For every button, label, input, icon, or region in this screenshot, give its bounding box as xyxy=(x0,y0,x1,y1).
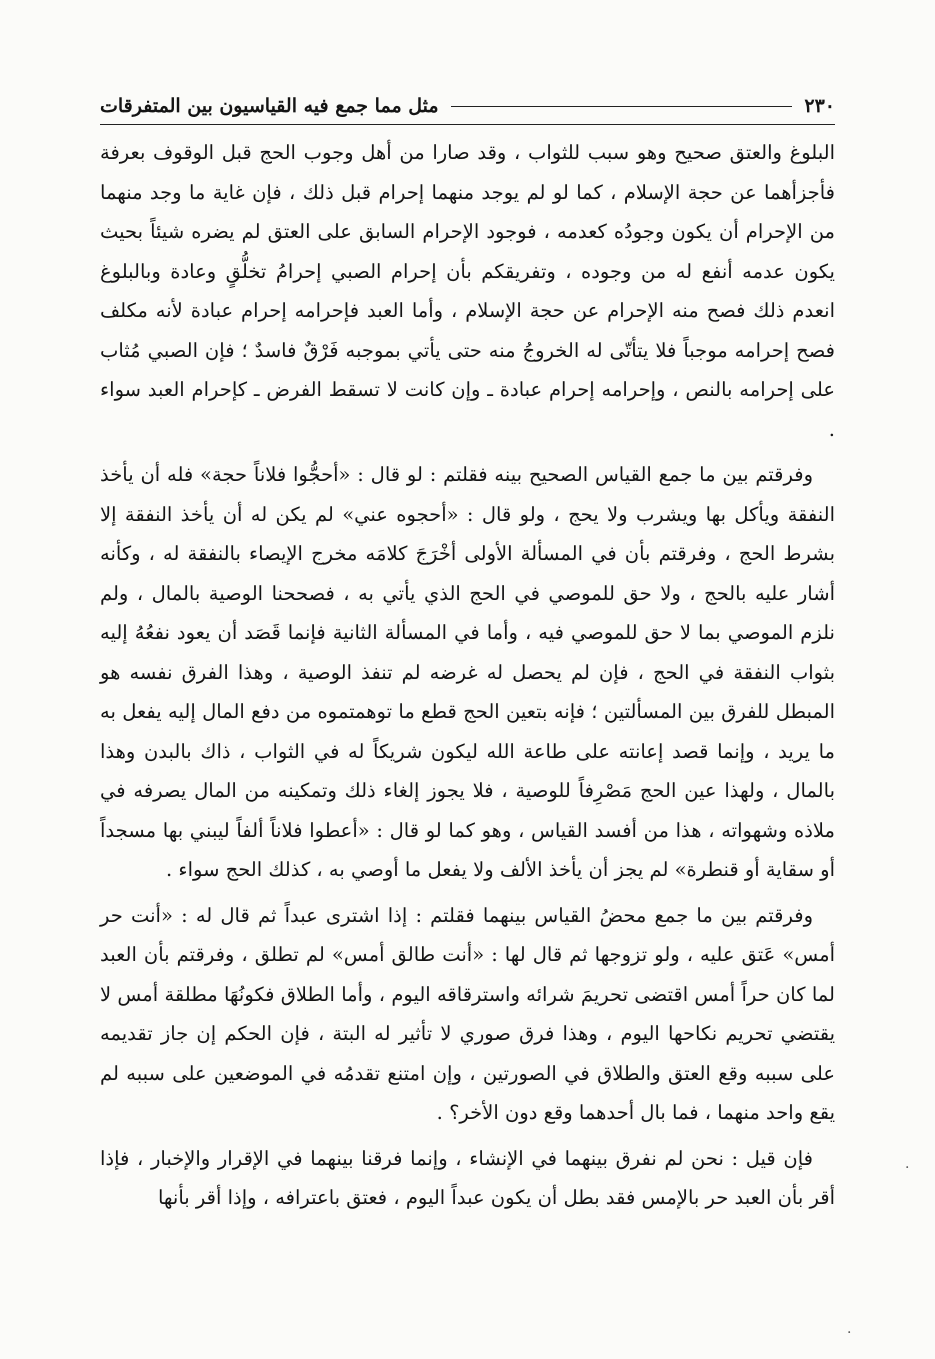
header-rule xyxy=(451,106,793,107)
chapter-title: مثل مما جمع فيه القياسيون بين المتفرقات xyxy=(100,95,439,117)
book-page xyxy=(100,90,835,1224)
paragraph: البلوغ والعتق صحيح وهو سبب للثواب ، وقد صارا من أهل وجوب الحج قبل الوقوف بعرفة فأجزأهما عن حجة الإسلام ، كما لو لم يوجد منهما إحرام قبل ذلك ، فإن غاية ما وجد منهما من الإحرام أن يكون وجودُه كعدمه ، فوجود الإحرام السابق على العتق لم يضره شيئاً بحيث يكون عدمه أنفع له من وجوده ، وتفريقكم بأن إحرام الصبي إحرامُ تخلُّقٍ وعادة وبالبلوغ انعدم ذلك فصح منه الإحرام عن حجة الإسلام ، وأما العبد فإحرامه إحرام عبادة لأنه مكلف فصح إحرامه موجباً فلا يتأتّى له الخروجُ منه حتى يأتي بموجبه فَرْقٌ فاسدٌ ؛ فإن الصبي مُثاب على إحرامه بالنص ، وإحرامه إحرام عبادة ـ وإن كانت لا تسقط الفرض ـ كإحرام العبد سواء . xyxy=(100,141,835,441)
paragraph: وفرقتم بين ما جمع محضُ القياس بينهما فقلتم : إذا اشترى عبداً ثم قال له : «أنت حر أمس» عَتق عليه ، ولو تزوجها ثم قال لها : «أنت طالق أمس» لم تطلق ، وفرقتم بأن العبد لما كان حراً أمس اقتضى تحريمَ شرائه واسترقاقه اليوم ، وأما الطلاق فكونُهَا مطلقة أمس لا يقتضي تحريم نكاحها اليوم ، وهذا فرق صوري لا تأثير له البتة ، فإن الحكم إن جاز تقديمه على سببه وقع العتق والطلاق في الصورتين ، وإن امتنع تقدمُه في الموضعين على سببه لم يقع واحد منهما ، فما بال أحدهما وقع دون الأخر؟ . xyxy=(100,903,835,1124)
scan-speck: · xyxy=(905,1160,910,1176)
running-header xyxy=(100,90,835,125)
paragraph: وفرقتم بين ما جمع القياس الصحيح بينه فقلتم : لو قال : «أحجُّوا فلاناً حجة» فله أن يأخذ النفقة ويأكل بها ويشرب ولا يحج ، ولو قال : «أحجوه عني» لم يكن له أن يأخذ النفقة إلا بشرط الحج ، وفرقتم بأن في المسألة الأولى أخْرَجَ كلامَه مخرج الإيصاء بالنفقة له ، وكأنه أشار عليه بالحج ، ولا حق للموصي في الحج الذي يأتي به ، فصححنا الوصية بالمال ، ولم نلزم الموصي بما لا حق للموصي فيه ، وأما في المسألة الثانية فإنما قَصَد أن يعود نفعُهُ إليه بثواب النفقة في الحج ، فإن لم يحصل له غرضه لم تنفذ الوصية ، وهذا الفرق نفسه هو المبطل للفرق بين المسألتين ؛ فإنه بتعين الحج قطع ما توهمتموه من دفع المال إليه يفعل به ما يريد ، وإنما قصد إعانته على طاعة الله ليكون شريكاً له في الثواب ، ذاك بالبدن وهذا بالمال ، ولهذا عين الحج مَصْرِفاً للوصية ، فلا يجوز إلغاء ذلك وتمكينه من المال يصرفه في ملاذه وشهواته ، هذا من أفسد القياس ، وهو كما لو قال : «أعطوا فلاناً ألفاً ليبني بها مسجداً أو سقاية أو قنطرة» لم يجز أن يأخذ الألف ولا يفعل ما أوصي به ، كذلك الحج سواء . xyxy=(100,463,835,881)
paragraph: فإن قيل : نحن لم نفرق بينهما في الإنشاء ، وإنما فرقنا بينهما في الإقرار والإخبار ، فإذا أقر بأن العبد حر بالإمس فقد بطل أن يكون عبداً اليوم ، فعتق باعترافه ، وإذا أقر بأنها xyxy=(100,1146,835,1209)
scan-speck: · xyxy=(847,1325,852,1341)
page-number: ٢٣٠ xyxy=(804,95,835,117)
page-body xyxy=(100,133,835,1218)
